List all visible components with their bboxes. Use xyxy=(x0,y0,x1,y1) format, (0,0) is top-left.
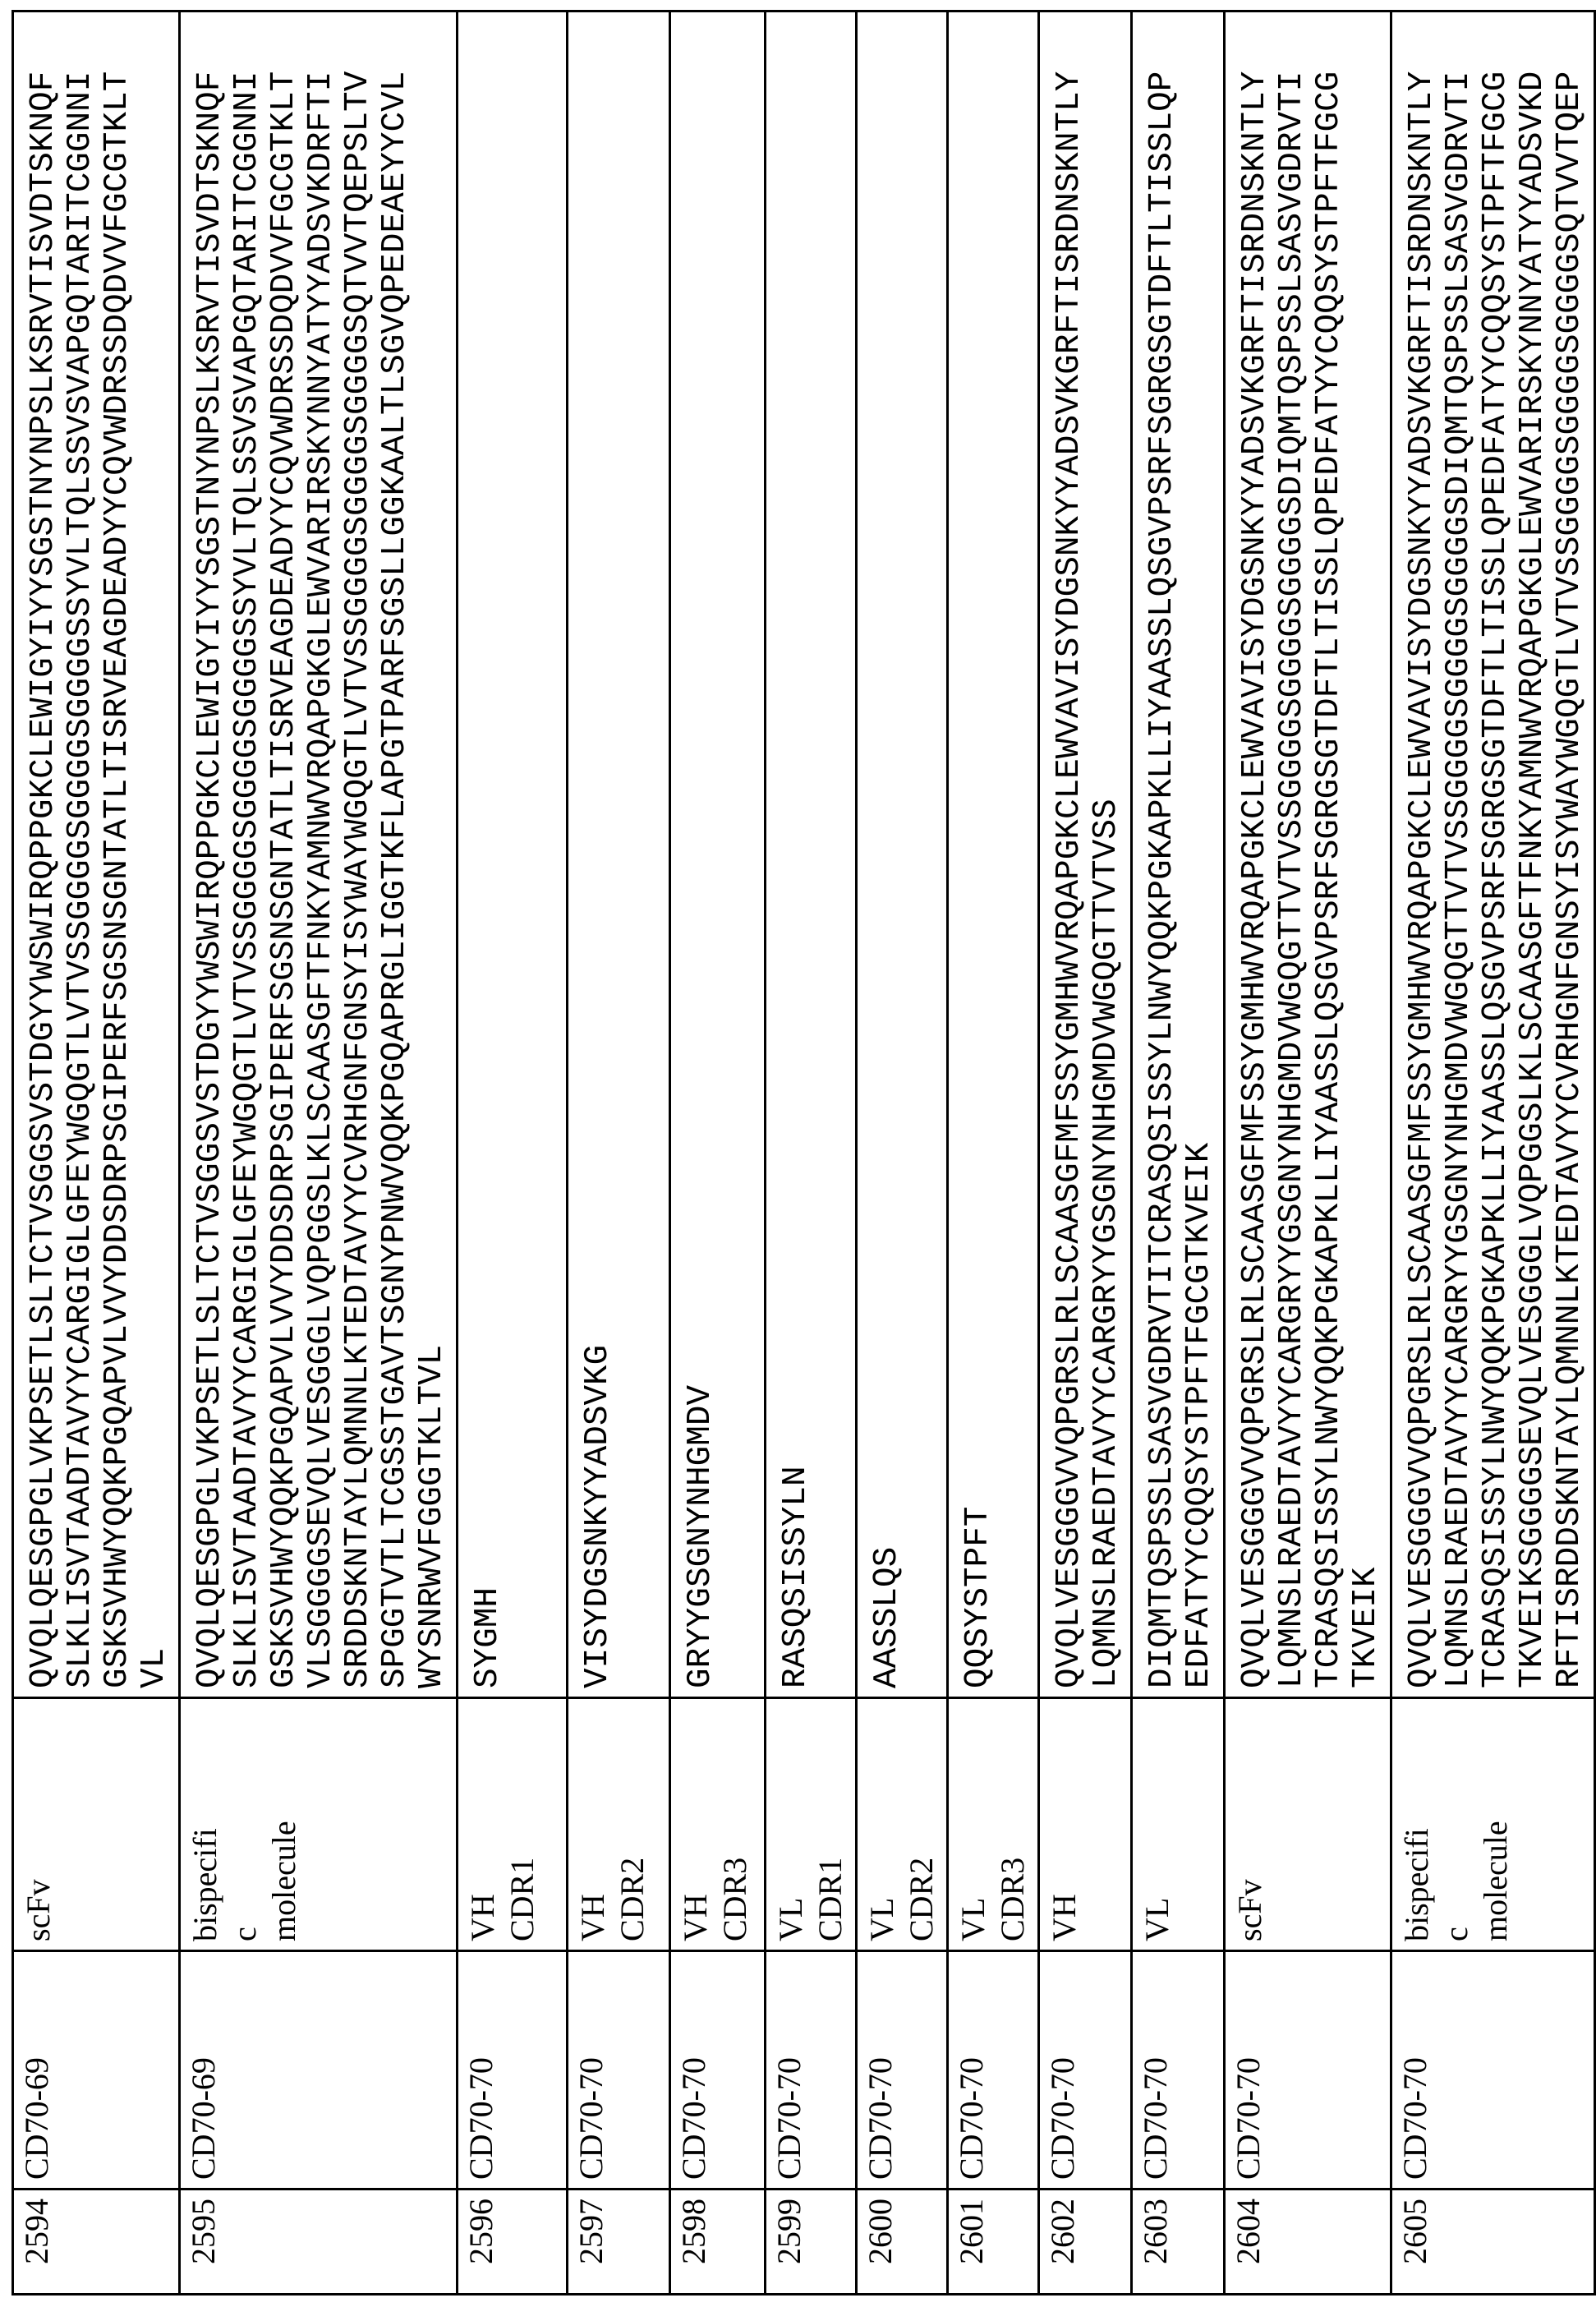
antibody-name: CD70-70 xyxy=(1225,1951,1391,2190)
sequence-line: GSKSVHWYQQKPGQAPVLVVYDDSDRPSGIPERFSGSNSGNTATLTISRVEAGDEADYYCQVWDRSSDQDVVFGCGTKLT xyxy=(99,21,136,1688)
table-row xyxy=(1039,12,1132,2295)
molecule-type xyxy=(180,1698,458,1951)
table-row xyxy=(180,12,458,2295)
antibody-name: CD70-70 xyxy=(766,1951,857,2190)
molecule-type xyxy=(1225,1698,1391,1951)
molecule-type-line: VL xyxy=(1138,1707,1177,1941)
amino-acid-sequence xyxy=(458,12,568,1698)
sequence-line: SPGGTVTLTCGSSTGAVTSGNYPNWVQQKPGQAPRGLIGGTKFLAPGTPARFSGSLLGGKAALTLSGVQPEDEAEYYCVL xyxy=(377,21,414,1688)
molecule-type xyxy=(857,1698,948,1951)
sequence-line: QQSYSTPFT xyxy=(960,21,997,1688)
sequence-line: TCRASQSISSYLNWYQQKPGKAPKLLIYAASSLQSGVPSRFSGRGSGTDFTLTISSLQPEDFATYYCQQSYSTPFTFGCG xyxy=(1311,21,1348,1688)
amino-acid-sequence xyxy=(857,12,948,1698)
molecule-type xyxy=(1391,1698,1595,1951)
antibody-name: CD70-69 xyxy=(13,1951,180,2190)
table-row xyxy=(670,12,766,2295)
sequence-line: LQMNSLRAEDTAVYYCARGRYYGSGNYNHGMDVWGQGTTVTVSSGGGGSGGGGSGGGGSDIQMTQSPSSLSASVGDRVTI xyxy=(1274,21,1311,1688)
antibody-name: CD70-70 xyxy=(458,1951,568,2190)
molecule-type-line: VL xyxy=(771,1707,811,1941)
sequence-table-body xyxy=(13,12,1595,2295)
antibody-name: CD70-70 xyxy=(670,1951,766,2190)
seq-id-number: 2605 xyxy=(1391,2190,1595,2295)
sequence-line: RASQSISSYLN xyxy=(778,21,815,1688)
amino-acid-sequence xyxy=(13,12,180,1698)
sequence-line: EDFATYYCQQSYSTPFTFGCGTKVEIK xyxy=(1181,21,1218,1688)
amino-acid-sequence xyxy=(670,12,766,1698)
amino-acid-sequence xyxy=(180,12,458,1698)
seq-id-number: 2596 xyxy=(458,2190,568,2295)
molecule-type-line: c xyxy=(225,1707,264,1941)
sequence-line: TCRASQSISSYLNWYQQKPGKAPKLLIYAASSLQSGVPSRFSGRGSGTDFTLTISSLQPEDFATYYCQQSYSTPFTFGCG xyxy=(1478,21,1515,1688)
molecule-type xyxy=(670,1698,766,1951)
molecule-type-line: scFv xyxy=(19,1707,58,1941)
sequence-line: WYSNRWVFGGGTKLTVL xyxy=(414,21,451,1688)
sequence-line: SLKLISVTAADTAVYYCARGIGLGFEYWGQGTLVTVSSGGGGSGGGGSGGGGSSYVLTQLSSVSVAPGQTARITCGGNNI xyxy=(229,21,266,1688)
sequence-line: LQMNSLRAEDTAVYYCARGRYYGSGNYNHGMDVWGQGTTVTVSSGGGGSGGGGSGGGGSDIQMTQSPSSLSASVGDRVTI xyxy=(1441,21,1478,1688)
molecule-type-line: VL xyxy=(862,1707,902,1941)
molecule-type-line: CDR1 xyxy=(503,1707,542,1941)
seq-id-number: 2594 xyxy=(13,2190,180,2295)
amino-acid-sequence xyxy=(766,12,857,1698)
table-row xyxy=(13,12,180,2295)
sequence-line: VISYDGSNKYYADSVKG xyxy=(580,21,617,1688)
table-row xyxy=(1132,12,1225,2295)
molecule-type-line: c xyxy=(1437,1707,1476,1941)
sequence-line: SRDDSKNTAYLQMNNLKTEDTAVYYCVRHGNFGNSYISYWAYWGQGTLVTVSSGGGGSGGGGSGGGGSQTVVTQEPSLTV xyxy=(340,21,377,1688)
amino-acid-sequence xyxy=(1391,12,1595,1698)
amino-acid-sequence xyxy=(1132,12,1225,1698)
seq-id-number: 2601 xyxy=(948,2190,1039,2295)
amino-acid-sequence xyxy=(1039,12,1132,1698)
table-row xyxy=(1391,12,1595,2295)
sequence-line: QVQLQESGPGLVKPSETLSLTCTVSGGSVSTDGYYWSWIRQPPGKCLEWIGYIYYSGSTNYNPSLKSRVTISVDTSKNQF xyxy=(192,21,229,1688)
antibody-name: CD70-69 xyxy=(180,1951,458,2190)
antibody-name: CD70-70 xyxy=(1132,1951,1225,2190)
sequence-line: GSKSVHWYQQKPGQAPVLVVYDDSDRPSGIPERFSGSNSGNTATLTISRVEAGDEADYYCQVWDRSSDQDVVFGCGTKLT xyxy=(266,21,303,1688)
molecule-type-line: bispecifi xyxy=(1397,1707,1437,1941)
table-row xyxy=(766,12,857,2295)
antibody-name: CD70-70 xyxy=(568,1951,670,2190)
molecule-type-line: CDR3 xyxy=(993,1707,1033,1941)
molecule-type xyxy=(1132,1698,1225,1951)
molecule-type-line: VH xyxy=(1045,1707,1084,1941)
molecule-type-line: VH xyxy=(463,1707,503,1941)
table-row xyxy=(857,12,948,2295)
antibody-name: CD70-70 xyxy=(1391,1951,1595,2190)
sequence-line: QVQLVESGGGVVQPGRSLRLSCAASGFMFSSYGMHWVRQAPGKCLEWVAVISYDGSNKYYADSVKGRFTISRDNSKNTLY xyxy=(1404,21,1441,1688)
table-row xyxy=(458,12,568,2295)
amino-acid-sequence xyxy=(948,12,1039,1698)
sequence-line: RFTISRDDSKNTAYLQMNNLKTEDTAVYYCVRHGNFGNSYISYWAYWGQGTLVTVSSGGGGSGGGGSGGGGSQTVVTQEP xyxy=(1552,21,1589,1688)
molecule-type-line: CDR3 xyxy=(715,1707,755,1941)
seq-id-number: 2598 xyxy=(670,2190,766,2295)
molecule-type xyxy=(1039,1698,1132,1951)
molecule-type xyxy=(766,1698,857,1951)
amino-acid-sequence xyxy=(1225,12,1391,1698)
molecule-type xyxy=(13,1698,180,1951)
seq-id-number: 2604 xyxy=(1225,2190,1391,2295)
table-row xyxy=(1225,12,1391,2295)
seq-id-number: 2599 xyxy=(766,2190,857,2295)
sequence-line: SLKLISVTAADTAVYYCARGIGLGFEYWGQGTLVTVSSGGGGSGGGGSGGGGSSYVLTQLSSVSVAPGQTARITCGGNNI xyxy=(62,21,99,1688)
seq-id-number: 2603 xyxy=(1132,2190,1225,2295)
antibody-name: CD70-70 xyxy=(948,1951,1039,2190)
sequence-line: AASSLQS xyxy=(869,21,906,1688)
molecule-type-line: VL xyxy=(954,1707,993,1941)
table-row xyxy=(948,12,1039,2295)
sequence-line: SYGMH xyxy=(470,21,507,1688)
antibody-name: CD70-70 xyxy=(857,1951,948,2190)
molecule-type-line: molecule xyxy=(264,1707,304,1941)
seq-id-number: 2602 xyxy=(1039,2190,1132,2295)
sequence-line: GRYYGSGNYNHGMDV xyxy=(683,21,720,1688)
rotated-page xyxy=(0,0,1532,2307)
molecule-type-line: CDR2 xyxy=(902,1707,941,1941)
sequence-line: LQMNSLRAEDTAVYYCARGRYYGSGNYNHGMDVWGQGTTVTVSS xyxy=(1088,21,1125,1688)
sequence-line: QVQLQESGPGLVKPSETLSLTCTVSGGSVSTDGYYWSWIRQPPGKCLEWIGYIYYSGSTNYNPSLKSRVTISVDTSKNQF xyxy=(25,21,62,1688)
molecule-type-line: scFv xyxy=(1230,1707,1270,1941)
molecule-type-line: CDR1 xyxy=(811,1707,850,1941)
sequence-line: QVQLVESGGGVVQPGRSLRLSCAASGFMFSSYGMHWVRQAPGKCLEWVAVISYDGSNKYYADSVKGRFTISRDNSKNTLY xyxy=(1237,21,1274,1688)
sequence-line: VLSGGGGSEVQLVESGGGLVQPGGSLKLSCAASGFTFNKYAMNWVRQAPGKGLEWVARIRSKYNNYATYYADSVKDRFTI xyxy=(303,21,340,1688)
molecule-type-line: CDR2 xyxy=(613,1707,652,1941)
molecule-type xyxy=(458,1698,568,1951)
molecule-type-line: VH xyxy=(676,1707,715,1941)
seq-id-number: 2600 xyxy=(857,2190,948,2295)
seq-id-number: 2597 xyxy=(568,2190,670,2295)
molecule-type xyxy=(568,1698,670,1951)
sequence-line: DIQMTQSPSSLSASVGDRVTITCRASQSISSYLNWYQQKPGKAPKLLIYAASSLQSGVPSRFSGRGSGTDFTLTISSLQP xyxy=(1144,21,1181,1688)
molecule-type-line: bispecifi xyxy=(186,1707,225,1941)
molecule-type-line: VH xyxy=(573,1707,613,1941)
seq-id-number: 2595 xyxy=(180,2190,458,2295)
antibody-name: CD70-70 xyxy=(1039,1951,1132,2190)
molecule-type xyxy=(948,1698,1039,1951)
table-row xyxy=(568,12,670,2295)
sequence-line: TKVEIK xyxy=(1348,21,1385,1688)
molecule-type-line: molecule xyxy=(1476,1707,1516,1941)
sequence-line: VL xyxy=(136,21,173,1688)
sequence-line: QVQLVESGGGVVQPGRSLRLSCAASGFMFSSYGMHWVRQAPGKCLEWVAVISYDGSNKYYADSVKGRFTISRDNSKNTLY xyxy=(1051,21,1088,1688)
sequence-line: TKVEIKSGGGGSEVQLVESGGGLVQPGGSLKLSCAASGFTFNKYAMNWVRQAPGKGLEWVARIRSKYNNYATYYADSVKD xyxy=(1515,21,1552,1688)
amino-acid-sequence xyxy=(568,12,670,1698)
sequence-table xyxy=(11,10,1596,2295)
